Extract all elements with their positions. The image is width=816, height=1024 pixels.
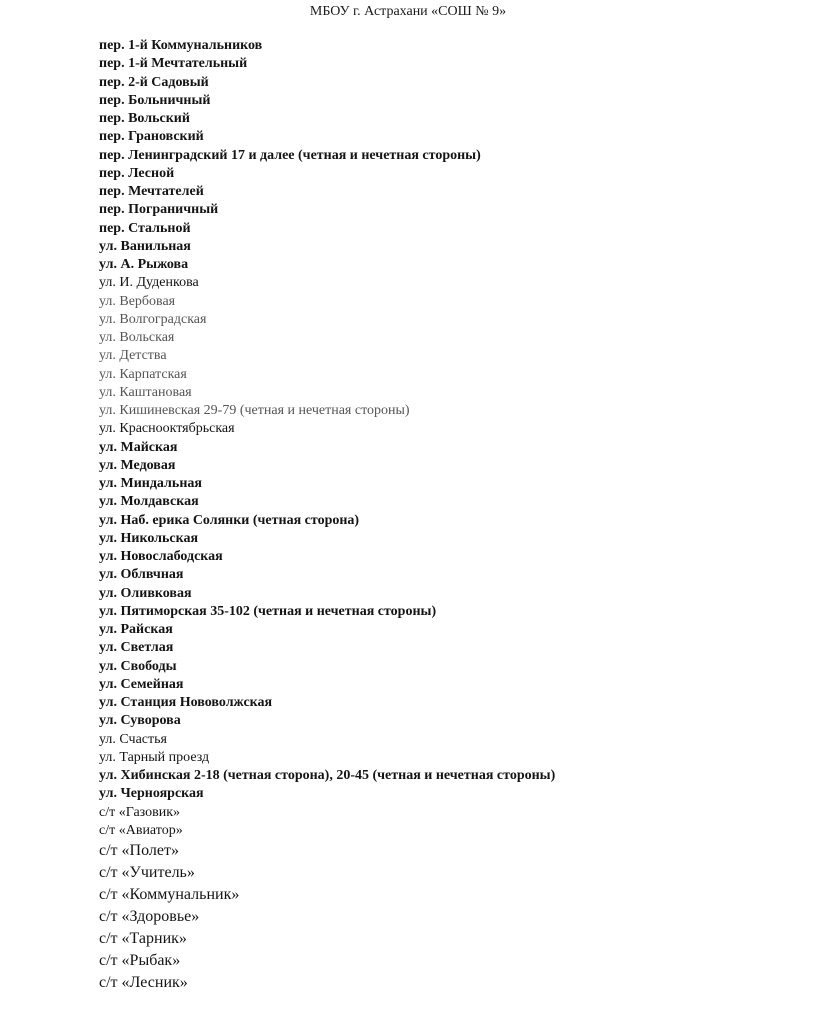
address-item: ул. Кишиневская 29-79 (четная и нечетная стороны) [99,403,410,418]
address-list [99,37,555,994]
address-item: ул. Медовая [99,457,176,473]
address-item: ул. Каштановая [99,384,192,400]
address-item: ул. Пятиморская 35-102 (четная и нечетная стороны) [99,603,437,619]
address-item: пер. Ленинградский 17 и далее (четная и нечетная стороны) [99,147,481,163]
address-item: ул. Райская [99,622,173,637]
document-title: МБОУ г. Астрахани «СОШ № 9» [309,4,507,19]
address-item: ул. Суворова [99,713,181,729]
address-item: ул. Облвчная [99,567,184,583]
address-item: пер. Вольский [99,111,190,126]
address-item: ул. Семейная [99,676,184,692]
address-item: ул. Миндальная [99,476,202,491]
address-item: ул. Ванильная [99,238,191,254]
address-item: ул. Светлая [99,640,174,656]
address-item: пер. Пограничный [99,202,219,218]
address-item: ул. Детства [99,348,167,364]
address-item: ул. Вербовая [99,293,176,309]
address-item: ул. Оливковая [99,585,192,601]
address-item: ул. И. Дуденкова [99,275,199,291]
address-item: ул. Новослабодская [99,549,223,564]
address-item: ул. Тарный проезд [99,749,210,765]
address-item: пер. Мечтателей [99,184,204,199]
address-item: с/т «Газовик» [99,804,181,820]
address-item: пер. Стальной [99,220,191,236]
address-item: пер. 1-й Коммунальников [99,38,263,53]
address-item: с/т «Учитель» [99,864,195,881]
address-item: пер. Лесной [99,165,175,181]
address-item: ул. Майская [99,439,178,455]
address-item: с/т «Здоровье» [99,908,200,925]
address-item: ул. Хибинская 2-18 (четная сторона), 20-45 (четная и нечетная стороны) [99,768,556,783]
address-item: пер. 2-й Садовый [99,74,209,90]
address-item: с/т «Рыбак» [99,952,181,969]
address-item: ул. Наб. ерика Солянки (четная сторона) [99,512,360,528]
address-item: с/т «Коммунальник» [99,886,240,903]
address-item: ул. Станция Нововолжская [99,695,273,710]
address-item: ул. Счастья [99,731,167,747]
address-item: ул. А. Рыжова [99,257,189,272]
address-item: пер. Больничный [99,92,211,108]
address-item: с/т «Полет» [99,842,179,859]
address-item: пер. Грановский [99,129,204,145]
address-item: ул. Черноярская [99,786,204,802]
address-item: ул. Карпатская [99,366,187,382]
address-item: ул. Волгоградская [99,311,207,327]
address-item: с/т «Тарник» [99,930,187,947]
address-item: с/т «Лесник» [99,974,188,991]
address-item: ул. Никольская [99,530,199,546]
address-item: ул. Молдавская [99,494,199,510]
address-item: ул. Краснооктябрьская [99,421,235,437]
address-item: ул. Вольская [99,330,175,345]
address-item: пер. 1-й Мечтательный [99,56,248,72]
address-item: с/т «Авиатор» [99,822,183,838]
address-item: ул. Свободы [99,658,177,674]
